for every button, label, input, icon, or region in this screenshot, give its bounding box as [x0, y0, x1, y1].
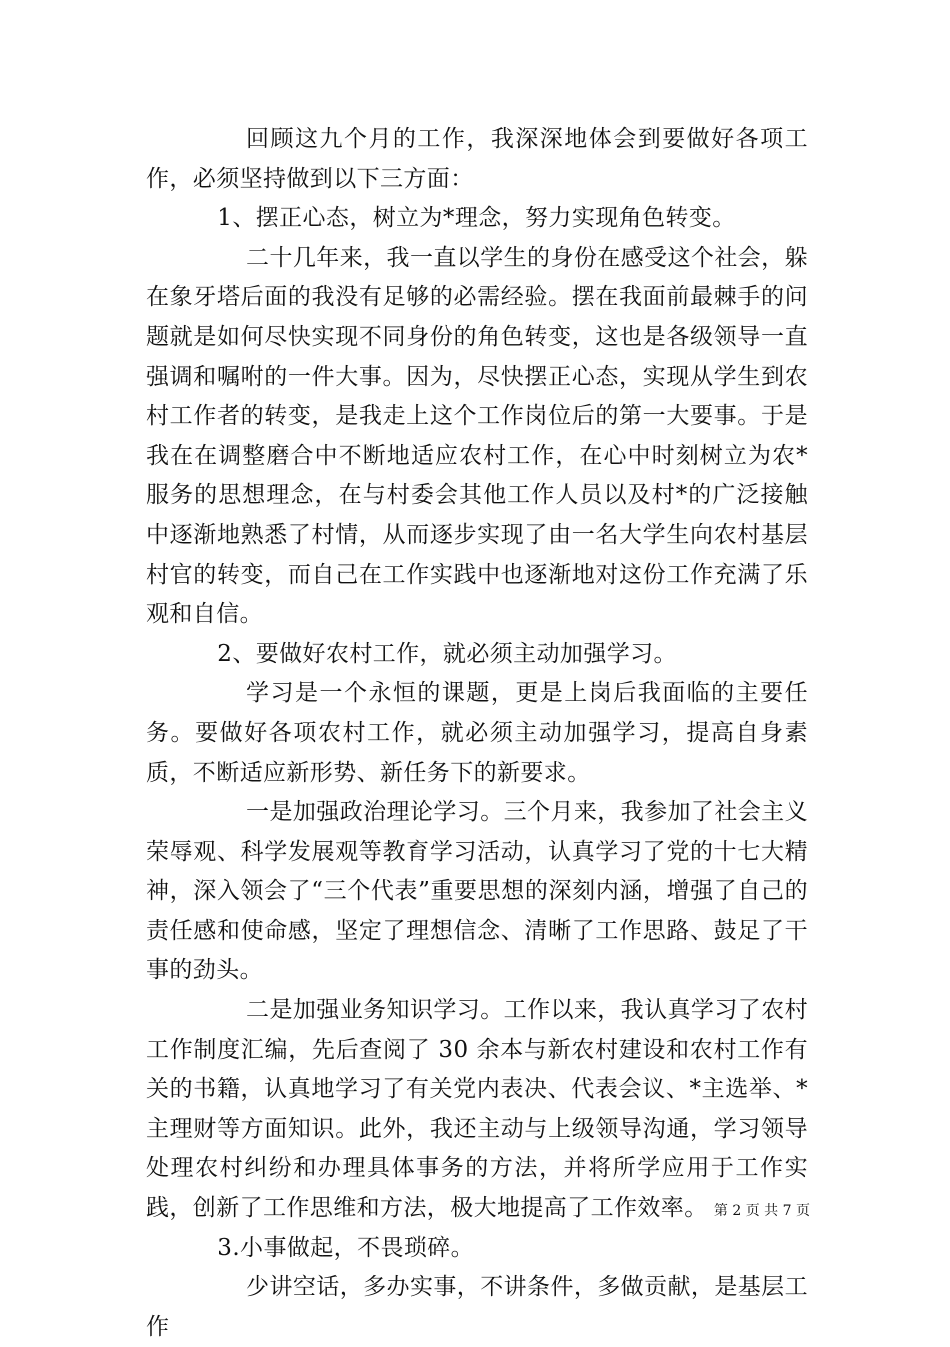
paragraph-political-study: 一是加强政治理论学习。三个月来，我参加了社会主义荣辱观、科学发展观等教育学习活动，认真学习了党的十七大精神，深入领会了“三个代表”重要思想的深刻内涵，增强了自己的责任感和使命感，坚定了理想信念、清晰了工作思路、鼓足了干事的劲头。: [146, 799, 808, 984]
paragraph-intro: 回顾这九个月的工作，我深深地体会到要做好各项工作，必须坚持做到以下三方面：: [146, 126, 808, 192]
section-heading-1: 1、摆正心态，树立为*理念，努力实现角色转变。: [217, 205, 736, 232]
paragraph-business-study: 二是加强业务知识学习。工作以来，我认真学习了农村工作制度汇编，先后查阅了 30 余本与新农村建设和农村工作有关的书籍，认真地学习了有关党内表决、代表会议、*主选举、*主理财等方面知识。此外，我还主动与上级领导沟通，学习领导处理农村纠纷和办理具体事务的方法，并将所学应用于工作实践，创新了工作思维和方法，极大地提高了工作效率。: [146, 997, 808, 1222]
paragraph-role-change: 二十几年来，我一直以学生的身份在感受这个社会，躲在象牙塔后面的我没有足够的必需经验。摆在我面前最棘手的问题就是如何尽快实现不同身份的角色转变，这也是各级领导一直强调和嘱咐的一件大事。因为，尽快摆正心态，实现从学生到农村工作者的转变，是我走上这个工作岗位后的第一大要事。于是我在在调整磨合中不断地适应农村工作，在心中时刻树立为农*服务的思想理念，在与村委会其他工作人员以及村*的广泛接触中逐渐地熟悉了村情，从而逐步实现了由一名大学生向农村基层村官的转变，而自己在工作实践中也逐渐地对这份工作充满了乐观和自信。: [146, 244, 808, 628]
section-heading-2: 2、要做好农村工作，就必须主动加强学习。: [217, 640, 677, 667]
page-number-footer: 第 2 页 共 7 页: [713, 1203, 810, 1219]
section-heading-3: 3.小事做起，不畏琐碎。: [217, 1234, 475, 1261]
document-body: [146, 120, 808, 1347]
paragraph-practical-work: 少讲空话，多办实事，不讲条件，多做贡献，是基层工作: [146, 1274, 808, 1340]
paragraph-learning: 学习是一个永恒的课题，更是上岗后我面临的主要任务。要做好各项农村工作，就必须主动加强学习，提高自身素质，不断适应新形势、新任务下的新要求。: [146, 680, 808, 786]
